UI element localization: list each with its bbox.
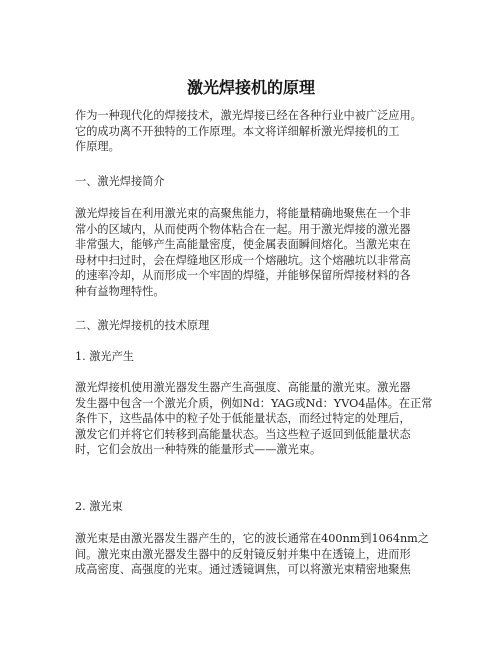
section-heading-text: 一、激光焊接简介: [75, 175, 165, 188]
paragraph-line: 常小的区域内，从而使两个物体粘合在一起。用于激光焊接的激光器: [75, 222, 411, 236]
paragraph-line: 激发它们并将它们转移到高能量状态。当这些粒子返回到低能量状态: [75, 427, 411, 441]
paragraph-line: 激光束是由激光器发生器产生的，它的波长通常在400nm到1064nm之: [75, 532, 429, 545]
paragraph-line: 条件下，这些晶体中的粒子处于低能量状态，而经过特定的处理后，: [75, 412, 411, 425]
subsection-2-heading: [75, 499, 445, 515]
paragraph-line: 种有益物理特性。: [75, 284, 165, 298]
paragraph-line: 激光焊接旨在利用激光束的高聚焦能力，将能量精确地聚焦在一个非: [75, 207, 411, 220]
subsection-heading-text: 2. 激光束: [75, 500, 123, 513]
paragraph-line: 间。激光束由激光器发生器中的反射镜反射并集中在透镜上，进而形: [75, 547, 411, 561]
section-1-paragraph: [75, 206, 445, 299]
intro-line: 作为一种现代化的焊接技术，激光焊接已经在各种行业中被广泛应用。: [75, 109, 422, 122]
document-title: 激光焊接机的原理: [186, 78, 315, 97]
subsection-1-paragraph: [75, 380, 445, 458]
section-heading-text: 二、激光焊接机的技术原理: [75, 319, 210, 332]
subsection-1-heading: [75, 349, 445, 365]
section-1-heading: [75, 174, 445, 190]
intro-line: 作原理。: [75, 140, 120, 153]
paragraph-line: 成高密度、高强度的光束。通过透镜调焦，可以将激光束精密地聚焦: [75, 563, 411, 576]
intro-line: 它的成功离不开独特的工作原理。本文将详细解析激光焊接机的工: [75, 124, 400, 138]
paragraph-line: 的速率冷却，从而形成一个牢固的焊缝，并能够保留所焊接材料的各: [75, 269, 411, 282]
subsection-heading-text: 1. 激光产生: [75, 350, 134, 363]
intro-paragraph: [75, 108, 445, 155]
section-2-heading: [75, 318, 445, 334]
paragraph-line: 激光焊接机使用激光器发生器产生高强度、高能量的激光束。激光器: [75, 381, 411, 394]
paragraph-line: 非常强大，能够产生高能量密度，使金属表面瞬间熔化。当激光束在: [75, 238, 411, 251]
subsection-2-paragraph: [75, 531, 445, 578]
paragraph-line: 母材中扫过时，会在焊缝地区形成一个熔融坑。这个熔融坑以非常高: [75, 253, 411, 267]
paragraph-line: 时，它们会放出一种特殊的能量形式——激光束。: [75, 443, 322, 456]
paragraph-line: 发生器中包含一个激光介质，例如Nd：YAG或Nd：YVO4晶体。在正常: [75, 396, 433, 410]
